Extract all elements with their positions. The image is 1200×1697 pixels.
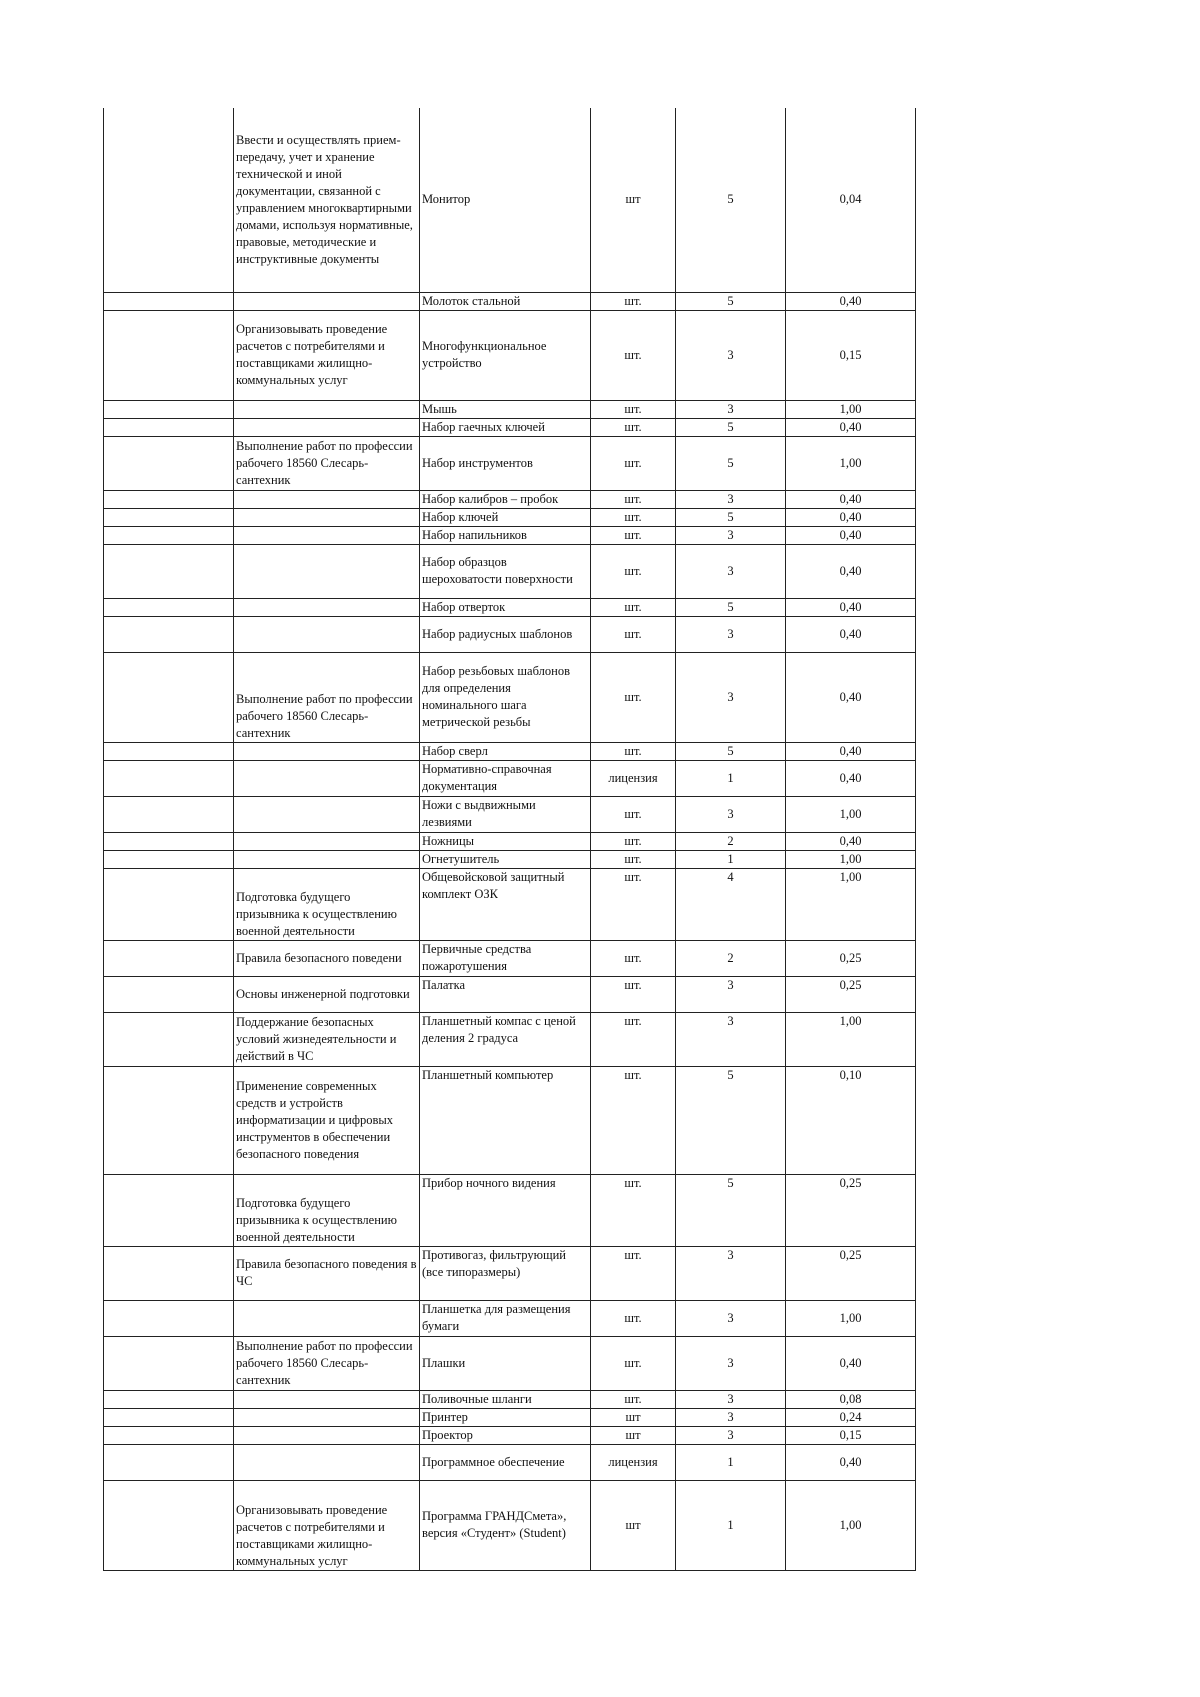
activity-cell: Подготовка будущего призывника к осуществлению военной деятельности [234, 1174, 420, 1246]
quantity-cell: 5 [676, 108, 786, 292]
row-blank-cell [104, 292, 234, 310]
row-blank-cell [104, 108, 234, 292]
activity-cell [234, 796, 420, 832]
item-name-cell: Палатка [420, 976, 591, 1012]
table-row [104, 544, 916, 598]
unit-cell: шт. [591, 490, 676, 508]
norm-cell: 0,40 [786, 760, 916, 796]
row-blank-cell [104, 1012, 234, 1066]
quantity-cell: 3 [676, 976, 786, 1012]
norm-cell: 0,40 [786, 544, 916, 598]
row-blank-cell [104, 868, 234, 940]
quantity-cell: 4 [676, 868, 786, 940]
row-blank-cell [104, 1390, 234, 1408]
equipment-table-body [104, 108, 916, 1570]
norm-cell: 0,40 [786, 1444, 916, 1480]
row-blank-cell [104, 598, 234, 616]
row-blank-cell [104, 1336, 234, 1390]
row-blank-cell [104, 1066, 234, 1174]
table-row [104, 1390, 916, 1408]
activity-cell [234, 1426, 420, 1444]
quantity-cell: 3 [676, 1246, 786, 1300]
activity-cell [234, 832, 420, 850]
quantity-cell: 3 [676, 1426, 786, 1444]
norm-cell: 0,24 [786, 1408, 916, 1426]
row-blank-cell [104, 310, 234, 400]
table-row [104, 1300, 916, 1336]
activity-cell [234, 598, 420, 616]
table-row [104, 616, 916, 652]
table-row [104, 760, 916, 796]
row-blank-cell [104, 1246, 234, 1300]
norm-cell: 0,40 [786, 598, 916, 616]
activity-cell [234, 1390, 420, 1408]
table-row [104, 400, 916, 418]
row-blank-cell [104, 1426, 234, 1444]
table-row [104, 490, 916, 508]
unit-cell: шт. [591, 1174, 676, 1246]
norm-cell: 0,25 [786, 1246, 916, 1300]
row-blank-cell [104, 616, 234, 652]
unit-cell: шт. [591, 1012, 676, 1066]
activity-cell [234, 616, 420, 652]
quantity-cell: 5 [676, 1066, 786, 1174]
row-blank-cell [104, 1408, 234, 1426]
norm-cell: 0,40 [786, 616, 916, 652]
unit-cell: шт [591, 108, 676, 292]
item-name-cell: Нормативно-справочная документация [420, 760, 591, 796]
table-row [104, 652, 916, 742]
activity-cell [234, 760, 420, 796]
quantity-cell: 3 [676, 1336, 786, 1390]
activity-cell: Правила безопасного поведения в ЧС [234, 1246, 420, 1300]
unit-cell: шт. [591, 400, 676, 418]
item-name-cell: Планшетный компас с ценой деления 2 градуса [420, 1012, 591, 1066]
row-blank-cell [104, 490, 234, 508]
norm-cell: 1,00 [786, 868, 916, 940]
quantity-cell: 5 [676, 418, 786, 436]
quantity-cell: 3 [676, 526, 786, 544]
row-blank-cell [104, 526, 234, 544]
row-blank-cell [104, 976, 234, 1012]
quantity-cell: 1 [676, 1444, 786, 1480]
unit-cell: шт [591, 1408, 676, 1426]
unit-cell: шт. [591, 508, 676, 526]
quantity-cell: 3 [676, 544, 786, 598]
item-name-cell: Принтер [420, 1408, 591, 1426]
row-blank-cell [104, 400, 234, 418]
quantity-cell: 3 [676, 1300, 786, 1336]
table-row [104, 1066, 916, 1174]
row-blank-cell [104, 418, 234, 436]
table-row [104, 1408, 916, 1426]
table-row [104, 508, 916, 526]
unit-cell: шт. [591, 598, 676, 616]
activity-cell [234, 1408, 420, 1426]
item-name-cell: Набор гаечных ключей [420, 418, 591, 436]
activity-cell: Организовывать проведение расчетов с потребителями и поставщиками жилищно-коммунальных услуг [234, 310, 420, 400]
table-row [104, 1174, 916, 1246]
item-name-cell: Набор инструментов [420, 436, 591, 490]
norm-cell: 0,04 [786, 108, 916, 292]
item-name-cell: Набор ключей [420, 508, 591, 526]
unit-cell: шт. [591, 796, 676, 832]
norm-cell: 0,08 [786, 1390, 916, 1408]
activity-cell: Выполнение работ по профессии рабочего 18560 Слесарь-сантехник [234, 652, 420, 742]
unit-cell: шт [591, 1426, 676, 1444]
activity-cell: Поддержание безопасных условий жизнедеятельности и действий в ЧС [234, 1012, 420, 1066]
table-row [104, 850, 916, 868]
activity-cell: Подготовка будущего призывника к осуществлению военной деятельности [234, 868, 420, 940]
unit-cell: шт. [591, 544, 676, 598]
norm-cell: 1,00 [786, 850, 916, 868]
item-name-cell: Ножницы [420, 832, 591, 850]
activity-cell [234, 526, 420, 544]
row-blank-cell [104, 436, 234, 490]
table-row [104, 1336, 916, 1390]
unit-cell: лицензия [591, 1444, 676, 1480]
activity-cell [234, 742, 420, 760]
unit-cell: шт. [591, 832, 676, 850]
row-blank-cell [104, 850, 234, 868]
quantity-cell: 2 [676, 832, 786, 850]
unit-cell: шт. [591, 1066, 676, 1174]
unit-cell: шт. [591, 436, 676, 490]
norm-cell: 0,40 [786, 490, 916, 508]
norm-cell: 0,25 [786, 1174, 916, 1246]
table-row [104, 796, 916, 832]
unit-cell: шт [591, 1480, 676, 1570]
activity-cell: Выполнение работ по профессии рабочего 18560 Слесарь-сантехник [234, 436, 420, 490]
item-name-cell: Набор резьбовых шаблонов для определения номинального шага метрической резьбы [420, 652, 591, 742]
quantity-cell: 3 [676, 400, 786, 418]
norm-cell: 0,15 [786, 1426, 916, 1444]
quantity-cell: 5 [676, 508, 786, 526]
quantity-cell: 1 [676, 760, 786, 796]
item-name-cell: Первичные средства пожаротушения [420, 940, 591, 976]
row-blank-cell [104, 742, 234, 760]
item-name-cell: Планшетка для размещения бумаги [420, 1300, 591, 1336]
row-blank-cell [104, 760, 234, 796]
norm-cell: 0,15 [786, 310, 916, 400]
activity-cell: Применение современных средств и устройств информатизации и цифровых инструментов в обеспечении безопасного поведения [234, 1066, 420, 1174]
quantity-cell: 3 [676, 1390, 786, 1408]
unit-cell: шт. [591, 1336, 676, 1390]
unit-cell: шт. [591, 1300, 676, 1336]
item-name-cell: Прибор ночного видения [420, 1174, 591, 1246]
row-blank-cell [104, 652, 234, 742]
norm-cell: 1,00 [786, 1300, 916, 1336]
unit-cell: шт. [591, 850, 676, 868]
activity-cell: Организовывать проведение расчетов с потребителями и поставщиками жилищно-коммунальных услуг [234, 1480, 420, 1570]
unit-cell: шт. [591, 1246, 676, 1300]
quantity-cell: 3 [676, 616, 786, 652]
norm-cell: 1,00 [786, 796, 916, 832]
quantity-cell: 5 [676, 292, 786, 310]
unit-cell: шт. [591, 616, 676, 652]
quantity-cell: 5 [676, 436, 786, 490]
item-name-cell: Программное обеспечение [420, 1444, 591, 1480]
table-row [104, 832, 916, 850]
quantity-cell: 1 [676, 1480, 786, 1570]
quantity-cell: 3 [676, 796, 786, 832]
unit-cell: шт. [591, 940, 676, 976]
unit-cell: шт. [591, 742, 676, 760]
activity-cell [234, 1444, 420, 1480]
item-name-cell: Набор напильников [420, 526, 591, 544]
unit-cell: лицензия [591, 760, 676, 796]
activity-cell [234, 508, 420, 526]
item-name-cell: Набор калибров – пробок [420, 490, 591, 508]
row-blank-cell [104, 1300, 234, 1336]
item-name-cell: Общевойсковой защитный комплект ОЗК [420, 868, 591, 940]
row-blank-cell [104, 544, 234, 598]
norm-cell: 1,00 [786, 1480, 916, 1570]
norm-cell: 1,00 [786, 400, 916, 418]
activity-cell: Ввести и осуществлять прием-передачу, учет и хранение технической и иной документации, связанной с управлением многоквартирными домами, используя нормативные, правовые, методические и инструктивные документы [234, 108, 420, 292]
activity-cell: Выполнение работ по профессии рабочего 18560 Слесарь-сантехник [234, 1336, 420, 1390]
item-name-cell: Программа ГРАНДСмета», версия «Студент» (Student) [420, 1480, 591, 1570]
unit-cell: шт. [591, 418, 676, 436]
quantity-cell: 3 [676, 490, 786, 508]
norm-cell: 0,25 [786, 940, 916, 976]
row-blank-cell [104, 508, 234, 526]
quantity-cell: 5 [676, 598, 786, 616]
norm-cell: 0,40 [786, 292, 916, 310]
norm-cell: 1,00 [786, 1012, 916, 1066]
norm-cell: 0,10 [786, 1066, 916, 1174]
table-row [104, 976, 916, 1012]
item-name-cell: Молоток стальной [420, 292, 591, 310]
unit-cell: шт. [591, 526, 676, 544]
row-blank-cell [104, 1444, 234, 1480]
unit-cell: шт. [591, 310, 676, 400]
table-row [104, 868, 916, 940]
row-blank-cell [104, 796, 234, 832]
table-row [104, 1246, 916, 1300]
table-row [104, 418, 916, 436]
unit-cell: шт. [591, 976, 676, 1012]
table-row [104, 436, 916, 490]
item-name-cell: Плашки [420, 1336, 591, 1390]
norm-cell: 0,40 [786, 742, 916, 760]
table-row [104, 940, 916, 976]
table-row [104, 108, 916, 292]
activity-cell [234, 292, 420, 310]
item-name-cell: Поливочные шланги [420, 1390, 591, 1408]
row-blank-cell [104, 832, 234, 850]
activity-cell: Основы инженерной подготовки [234, 976, 420, 1012]
norm-cell: 0,40 [786, 526, 916, 544]
table-row [104, 742, 916, 760]
unit-cell: шт. [591, 868, 676, 940]
item-name-cell: Набор радиусных шаблонов [420, 616, 591, 652]
activity-cell [234, 400, 420, 418]
table-row [104, 292, 916, 310]
activity-cell [234, 850, 420, 868]
quantity-cell: 1 [676, 850, 786, 868]
item-name-cell: Набор образцов шероховатости поверхности [420, 544, 591, 598]
item-name-cell: Мышь [420, 400, 591, 418]
item-name-cell: Планшетный компьютер [420, 1066, 591, 1174]
activity-cell [234, 490, 420, 508]
norm-cell: 0,40 [786, 832, 916, 850]
norm-cell: 0,40 [786, 418, 916, 436]
item-name-cell: Набор отверток [420, 598, 591, 616]
quantity-cell: 3 [676, 652, 786, 742]
item-name-cell: Проектор [420, 1426, 591, 1444]
unit-cell: шт. [591, 1390, 676, 1408]
activity-cell: Правила безопасного поведени [234, 940, 420, 976]
item-name-cell: Монитор [420, 108, 591, 292]
quantity-cell: 2 [676, 940, 786, 976]
row-blank-cell [104, 1480, 234, 1570]
quantity-cell: 5 [676, 742, 786, 760]
row-blank-cell [104, 940, 234, 976]
item-name-cell: Набор сверл [420, 742, 591, 760]
unit-cell: шт. [591, 652, 676, 742]
equipment-table [103, 108, 916, 1571]
activity-cell [234, 1300, 420, 1336]
table-row [104, 310, 916, 400]
quantity-cell: 5 [676, 1174, 786, 1246]
norm-cell: 0,40 [786, 652, 916, 742]
unit-cell: шт. [591, 292, 676, 310]
row-blank-cell [104, 1174, 234, 1246]
item-name-cell: Ножи с выдвижными лезвиями [420, 796, 591, 832]
quantity-cell: 3 [676, 1012, 786, 1066]
item-name-cell: Огнетушитель [420, 850, 591, 868]
item-name-cell: Многофункциональное устройство [420, 310, 591, 400]
quantity-cell: 3 [676, 1408, 786, 1426]
item-name-cell: Противогаз, фильтрующий (все типоразмеры) [420, 1246, 591, 1300]
table-row [104, 526, 916, 544]
table-row [104, 1480, 916, 1570]
norm-cell: 0,25 [786, 976, 916, 1012]
table-row [104, 1426, 916, 1444]
table-row [104, 598, 916, 616]
norm-cell: 0,40 [786, 1336, 916, 1390]
activity-cell [234, 418, 420, 436]
activity-cell [234, 544, 420, 598]
norm-cell: 1,00 [786, 436, 916, 490]
quantity-cell: 3 [676, 310, 786, 400]
norm-cell: 0,40 [786, 508, 916, 526]
table-row [104, 1012, 916, 1066]
table-row [104, 1444, 916, 1480]
